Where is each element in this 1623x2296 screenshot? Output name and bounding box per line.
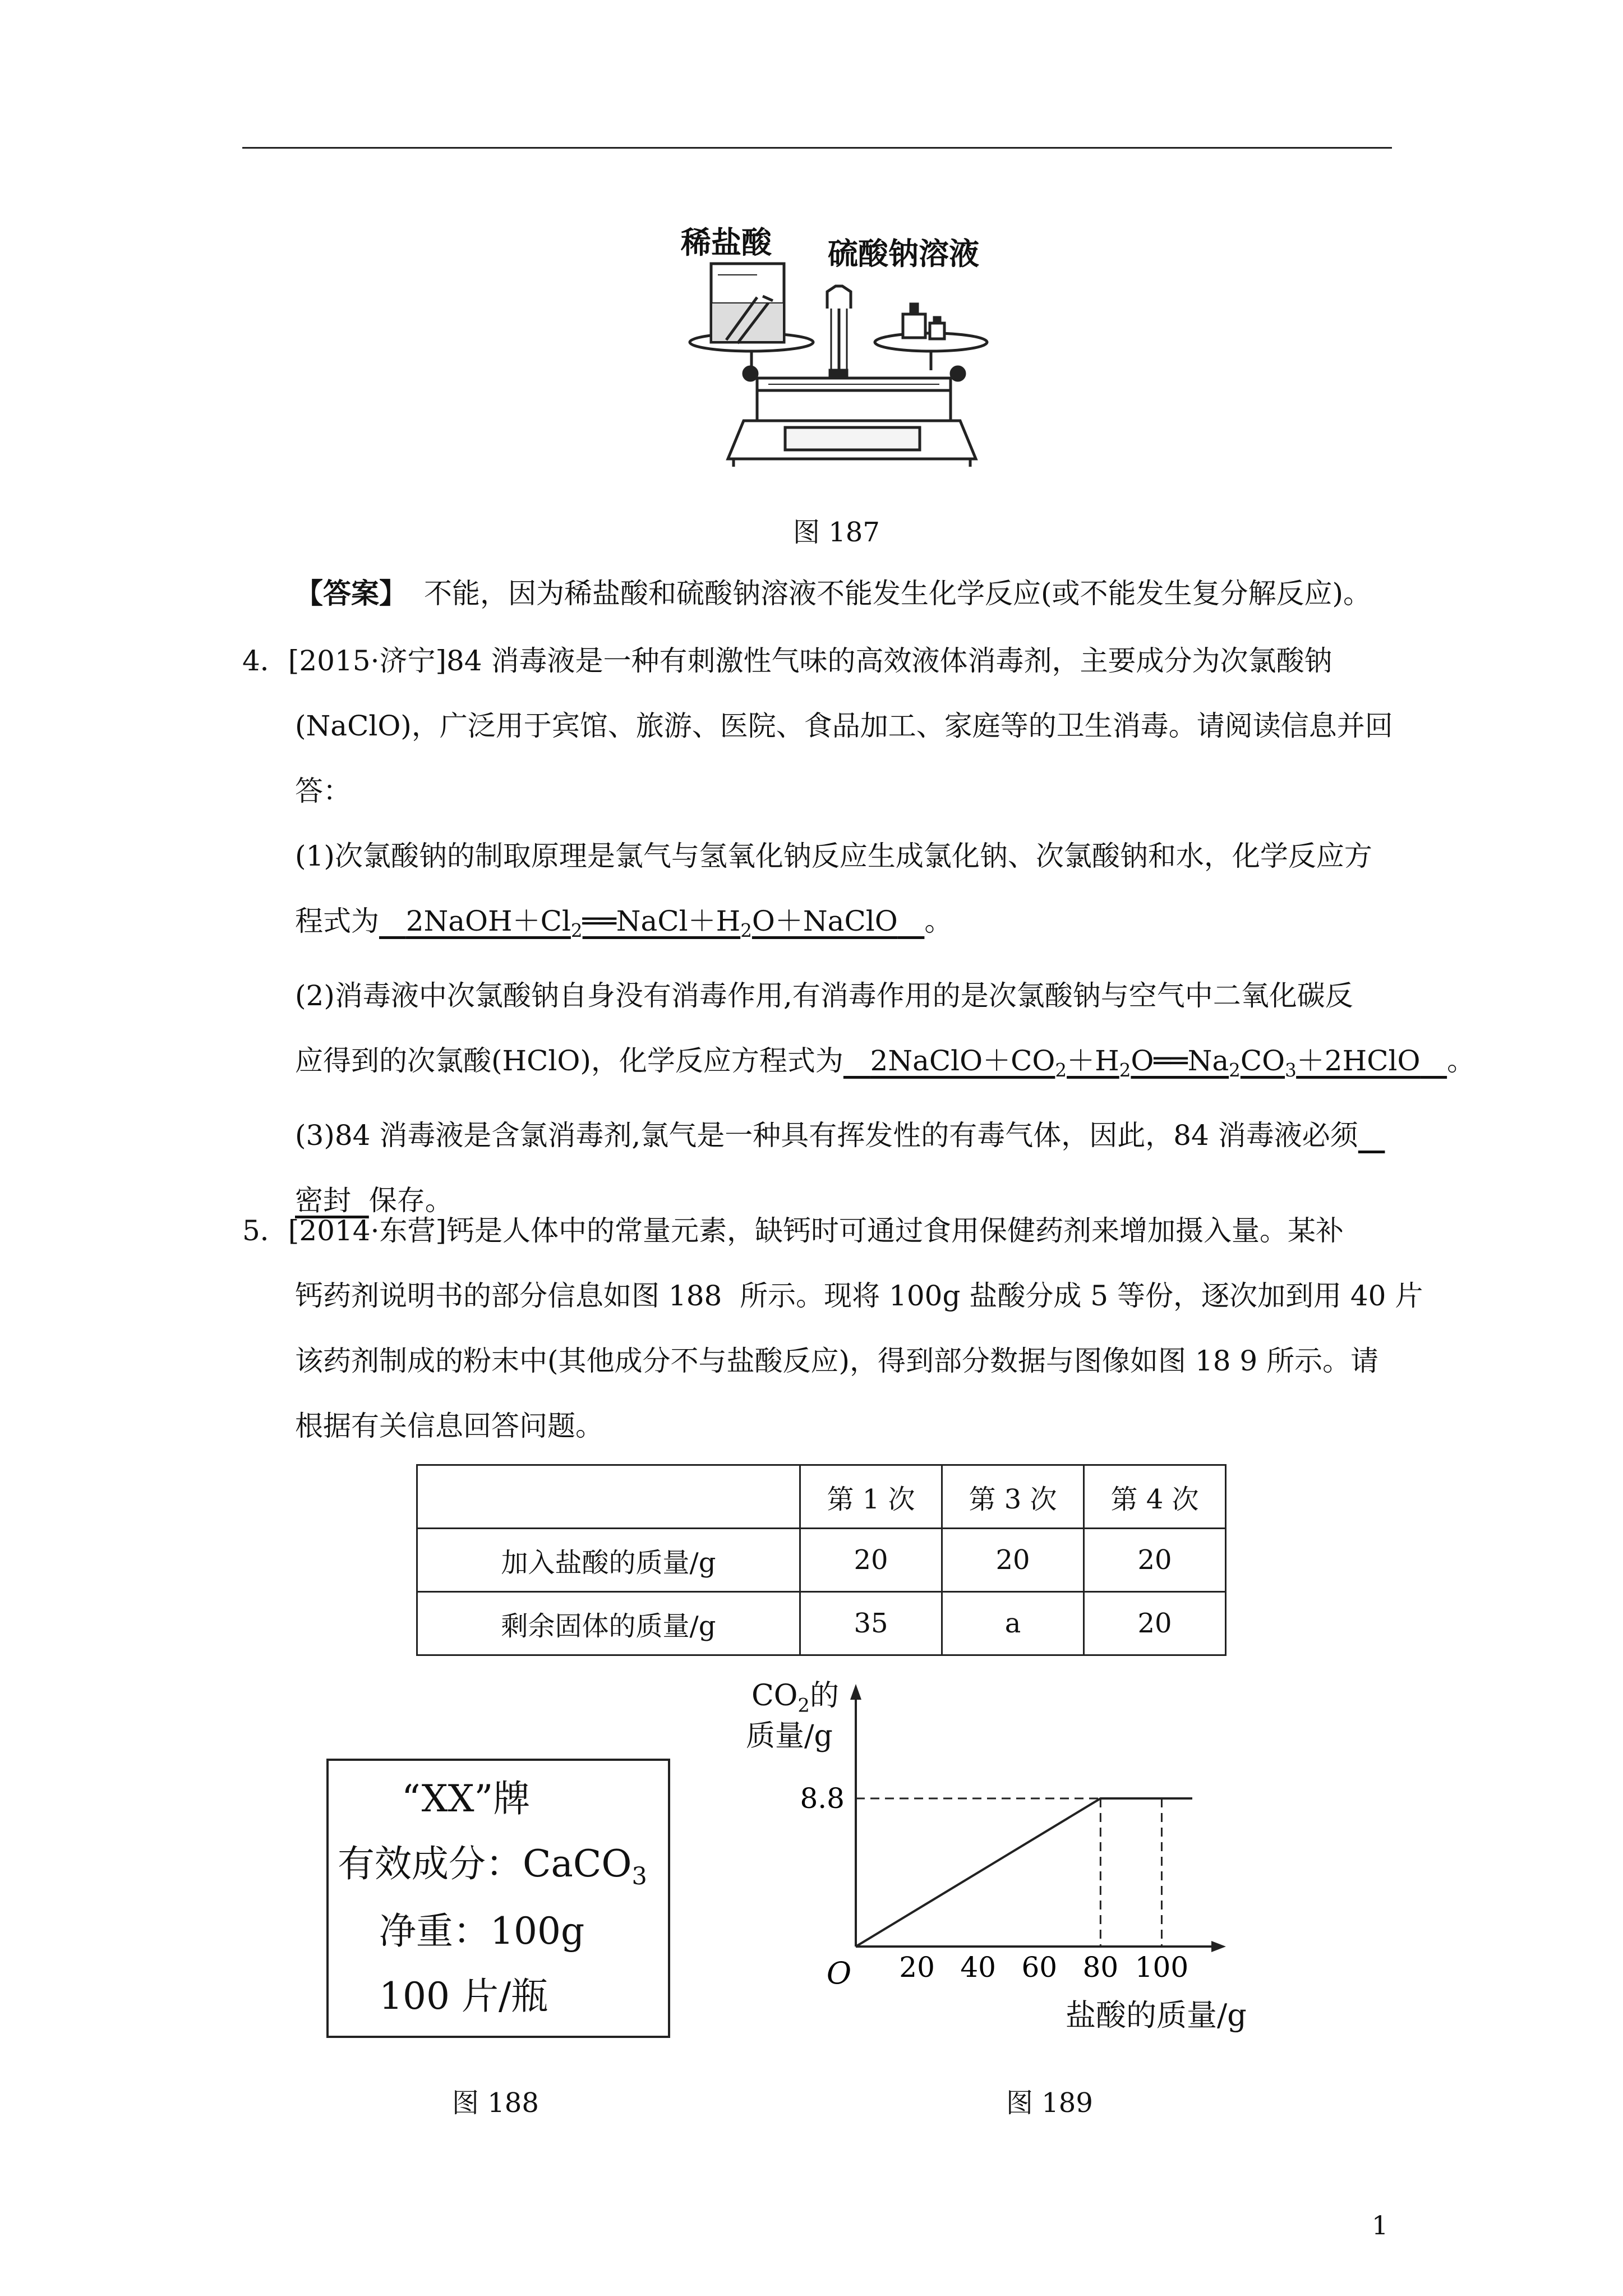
figure-187-caption: 图 187 <box>793 517 880 548</box>
q5-line-2: 钙药剂说明书的部分信息如图 188 所示。现将 100g 盐酸分成 5 等份，逐次加到用 40 片 <box>295 1280 1423 1312</box>
chart-plot <box>729 1672 1290 2042</box>
table-cell: 20 <box>942 1529 1084 1592</box>
q4-line-2: (NaClO)，广泛用于宾馆、旅游、医院、食品加工、家庭等的卫生消毒。请阅读信息并回 <box>295 710 1393 742</box>
chart-ylabel: $CO_2$的 <box>751 1679 839 1717</box>
question-5 <box>242 1198 1423 1458</box>
header-rule <box>242 147 1392 149</box>
q4-part2-answer: $2NaClO+CO_2+H_2O══Na_2CO_3+2HClO$ <box>870 1045 1421 1081</box>
x-tick-label: 20 <box>899 1951 935 1984</box>
x-tick-label: 100 <box>1135 1951 1189 1984</box>
card-count: 100 片/瓶 <box>379 1975 548 2018</box>
q4-part2-line-2 <box>242 1028 1476 1103</box>
q4-part1-prefix: 程式为 <box>295 905 379 937</box>
q4-part2-line-1: (2)消毒液中次氯酸钠自身没有消毒作用,有消毒作用的是次氯酸钠与空气中二氧化碳反 <box>295 979 1353 1012</box>
q4-line-1: 4．[2015·济宁]84 消毒液是一种有刺激性气味的高效液体消毒剂，主要成分为次氯酸钠 <box>242 645 1332 677</box>
figure-188-card <box>326 1759 670 2038</box>
q4-part1-answer: $2NaOH+Cl_2══NaCl+H_2O+NaClO$ <box>405 905 898 941</box>
q4-part3-answer: 密封 <box>295 1184 351 1217</box>
table-cell: a <box>942 1592 1084 1655</box>
figure-187-label-left: 稀盐酸 <box>681 224 772 260</box>
card-net-weight: 净重：100g <box>379 1910 585 1953</box>
x-tick-label: 40 <box>960 1951 996 1984</box>
answer-line <box>295 571 1371 611</box>
chart-axes <box>850 1684 1226 1952</box>
table-cell: 35 <box>800 1592 942 1655</box>
table-row <box>417 1592 1226 1655</box>
q4-part2-suffix: 。 <box>1447 1045 1476 1077</box>
chart-ylabel-unit: 质量/g <box>746 1719 833 1753</box>
chart-ticks <box>800 1782 1188 1991</box>
chart-series <box>856 1798 1192 1947</box>
table-header-cell: 第 1 次 <box>800 1465 942 1529</box>
page-number: 1 <box>1372 2210 1389 2240</box>
q5-line-4: 根据有关信息回答问题。 <box>295 1410 603 1442</box>
table-header-cell: 第 4 次 <box>1084 1465 1226 1529</box>
q4-line-3: 答： <box>295 775 351 807</box>
q4-part3-line-1: (3)84 消毒液是含氯消毒剂,氯气是一种具有挥发性的有毒气体，因此，84 消毒液必须 <box>295 1119 1358 1152</box>
q4-part3-suffix: 保存。 <box>368 1184 453 1217</box>
q5-line-1: 5．[2014·东营]钙是人体中的常量元素，缺钙时可通过食用保健药剂来增加摄入量。某补 <box>242 1214 1344 1247</box>
table-row <box>417 1529 1226 1592</box>
figure-189-caption: 图 189 <box>1006 2087 1093 2119</box>
x-axis-arrow <box>1211 1941 1226 1952</box>
q4-part1-suffix: 。 <box>924 905 953 937</box>
y-axis-arrow <box>850 1684 861 1700</box>
card-brand: “XX”牌 <box>402 1777 531 1820</box>
table-cell: 20 <box>800 1529 942 1592</box>
chart-xlabel: 盐酸的质量/g <box>1066 1998 1247 2033</box>
q5-line-3: 该药剂制成的粉末中(其他成分不与盐酸反应)，得到部分数据与图像如图 18 9 所示。请 <box>295 1345 1379 1377</box>
table-header-cell: 第 3 次 <box>942 1465 1084 1529</box>
data-table <box>416 1464 1227 1656</box>
answer-text: 不能，因为稀盐酸和硫酸钠溶液不能发生化学反应(或不能发生复分解反应)。 <box>424 577 1372 610</box>
y-tick-label: 8.8 <box>800 1782 845 1815</box>
table-cell: 20 <box>1084 1592 1226 1655</box>
origin-label: O <box>826 1955 852 1991</box>
x-tick-label: 60 <box>1021 1951 1058 1984</box>
table-header-row <box>417 1465 1226 1529</box>
chart-guides <box>856 1798 1161 1947</box>
table-cell: 20 <box>1084 1529 1226 1592</box>
balance-illustration <box>673 208 1009 477</box>
figure-188-caption: 图 188 <box>452 2087 539 2119</box>
figure-187 <box>673 208 1009 477</box>
x-tick-label: 80 <box>1082 1951 1119 1984</box>
figure-187-label-right: 硫酸钠溶液 <box>828 236 979 272</box>
q4-part2-prefix: 应得到的次氯酸(HClO)，化学反应方程式为 <box>295 1045 843 1077</box>
table-cell: 剩余固体的质量/g <box>417 1592 800 1655</box>
figure-189-chart <box>729 1672 1290 2042</box>
table-header-cell <box>417 1465 800 1529</box>
table-cell: 加入盐酸的质量/g <box>417 1529 800 1592</box>
card-ingredient: 有效成分：CaCO$_3$ <box>338 1842 647 1891</box>
q4-part1-line-1: (1)次氯酸钠的制取原理是氯气与氢氧化钠反应生成氯化钠、次氯酸钠和水，化学反应方 <box>295 840 1372 872</box>
question-4 <box>242 628 1476 1233</box>
series-line <box>856 1798 1192 1947</box>
q4-part1-line-2 <box>242 889 1398 963</box>
answer-tag: 【答案】 <box>295 577 407 610</box>
